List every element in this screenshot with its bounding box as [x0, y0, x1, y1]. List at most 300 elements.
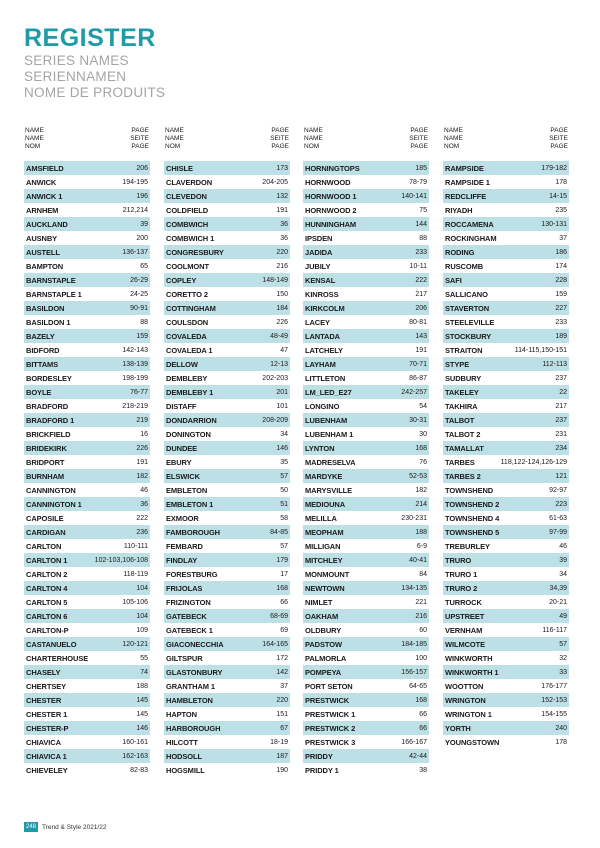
page-ref: 174	[555, 262, 567, 270]
index-row	[303, 525, 429, 539]
index-row	[164, 343, 290, 357]
series-name: CORETTO 2	[166, 289, 208, 299]
page-ref: 55	[140, 654, 148, 662]
page-ref: 138-139	[122, 360, 148, 368]
series-name: GLASTONBURY	[166, 667, 223, 677]
page-ref: 42-44	[409, 752, 427, 760]
series-name: HORNWOOD 1	[305, 191, 357, 201]
series-name: STRAITON	[445, 345, 483, 355]
page-ref: 242-257	[401, 388, 427, 396]
index-row	[24, 623, 150, 637]
index-row	[24, 231, 150, 245]
series-name: CARLTON	[26, 541, 62, 551]
series-name: HUNNINGHAM	[305, 219, 357, 229]
series-name: BRIDEKIRK	[26, 443, 67, 453]
index-row	[164, 189, 290, 203]
index-row	[443, 441, 569, 455]
page-ref: 156-157	[401, 668, 427, 676]
index-row	[303, 539, 429, 553]
page-ref: 190	[276, 766, 288, 774]
page-ref: 217	[555, 402, 567, 410]
index-row	[164, 609, 290, 623]
series-name: PRIDDY 1	[305, 765, 339, 775]
page-ref: 67	[280, 724, 288, 732]
index-row	[443, 483, 569, 497]
page-ref: 32	[559, 654, 567, 662]
index-row	[443, 707, 569, 721]
index-row	[24, 427, 150, 441]
series-name: CARLTON 2	[26, 569, 68, 579]
page-ref: 159	[555, 290, 567, 298]
series-name: COMBWICH 1	[166, 233, 215, 243]
index-row	[443, 287, 569, 301]
page-ref: 151	[276, 710, 288, 718]
series-name: HORNINGTOPS	[305, 163, 360, 173]
series-name: WILMCOTE	[445, 639, 486, 649]
index-column-2	[164, 127, 290, 777]
index-row	[24, 469, 150, 483]
index-row	[24, 329, 150, 343]
page-ref: 191	[136, 458, 148, 466]
header-page-en: PAGE	[410, 127, 428, 134]
index-row	[164, 287, 290, 301]
page-ref: 143	[415, 332, 427, 340]
publication-name: Trend & Style 2021/22	[42, 823, 107, 831]
series-name: TARBES	[445, 457, 475, 467]
index-row	[303, 511, 429, 525]
series-name: CAPOSILE	[26, 513, 64, 523]
series-name: BRADFORD 1	[26, 415, 75, 425]
page-ref: 226	[276, 318, 288, 326]
index-row	[24, 637, 150, 651]
series-name: COVALEDA 1	[166, 345, 213, 355]
index-row	[164, 175, 290, 189]
series-name: MADRESELVA	[305, 457, 356, 467]
page-ref: 46	[559, 542, 567, 550]
page-ref: 220	[276, 248, 288, 256]
index-row	[24, 455, 150, 469]
series-name: TOWNSHEND 2	[445, 499, 500, 509]
page-ref: 16	[140, 430, 148, 438]
series-name: CHIAVICA	[26, 737, 61, 747]
index-row	[164, 721, 290, 735]
header-page-de: SEITE	[270, 135, 289, 142]
page-ref: 237	[555, 416, 567, 424]
index-row	[303, 623, 429, 637]
index-row	[303, 315, 429, 329]
series-name: KIRKCOLM	[305, 303, 345, 313]
page-ref: 34,39	[549, 584, 567, 592]
index-row	[24, 707, 150, 721]
series-name: MEOPHAM	[305, 527, 344, 537]
index-row	[303, 707, 429, 721]
series-name: MEDIOUNA	[305, 499, 346, 509]
page-ref: 34	[559, 570, 567, 578]
series-name: BORDESLEY	[26, 373, 72, 383]
index-row	[303, 455, 429, 469]
index-row	[303, 483, 429, 497]
series-name: ANWICK 1	[26, 191, 63, 201]
index-row	[303, 609, 429, 623]
page-ref: 222	[136, 514, 148, 522]
index-row	[303, 161, 429, 175]
index-row	[443, 735, 569, 749]
index-row	[303, 497, 429, 511]
page-ref: 154-155	[541, 710, 567, 718]
series-name: GATEBECK	[166, 611, 207, 621]
series-name: TRURO	[445, 555, 472, 565]
series-name: RAMPSIDE 1	[445, 177, 490, 187]
series-name: RAMPSIDE	[445, 163, 484, 173]
index-row	[443, 203, 569, 217]
series-name: CHESTER-P	[26, 723, 69, 733]
index-row	[164, 357, 290, 371]
page-ref: 136-137	[122, 248, 148, 256]
index-row	[443, 567, 569, 581]
page-ref: 78-79	[409, 178, 427, 186]
header-page-de: SEITE	[130, 135, 149, 142]
header-page-fr: PAGE	[131, 143, 149, 150]
index-row	[24, 721, 150, 735]
series-name: GIACONECCHIA	[166, 639, 224, 649]
series-name: CHIEVELEY	[26, 765, 68, 775]
index-row	[164, 427, 290, 441]
series-name: CASTANUELO	[26, 639, 77, 649]
page-ref: 14-15	[549, 192, 567, 200]
column-header	[164, 127, 290, 159]
index-row	[24, 581, 150, 595]
index-row	[303, 287, 429, 301]
index-row	[303, 581, 429, 595]
index-row	[164, 483, 290, 497]
index-row	[24, 259, 150, 273]
page-ref: 204-205	[262, 178, 288, 186]
series-name: ROCCAMENA	[445, 219, 494, 229]
page-ref: 118-119	[123, 570, 148, 578]
series-name: EMBLETON 1	[166, 499, 214, 509]
index-row	[443, 581, 569, 595]
page-ref: 196	[136, 192, 148, 200]
index-row	[303, 693, 429, 707]
index-row	[164, 273, 290, 287]
page-ref: 159	[136, 332, 148, 340]
header-name-de: NAME	[25, 135, 44, 142]
index-row	[24, 511, 150, 525]
index-row	[24, 665, 150, 679]
series-name: TARBES 2	[445, 471, 481, 481]
index-row	[303, 231, 429, 245]
page-ref: 24-25	[130, 290, 148, 298]
series-name: MARYSVILLE	[305, 485, 353, 495]
series-name: RODING	[445, 247, 475, 257]
series-name: LUBENHAM 1	[305, 429, 354, 439]
subtitle-en: SERIES NAMES	[24, 53, 129, 68]
page-ref: 201	[276, 388, 288, 396]
index-row	[303, 259, 429, 273]
series-name: FRIZINGTON	[166, 597, 211, 607]
series-name: TAKHIRA	[445, 401, 478, 411]
page-ref: 38	[419, 766, 427, 774]
page-ref: 50	[280, 486, 288, 494]
index-row	[24, 651, 150, 665]
index-row	[443, 189, 569, 203]
header-name-en: NAME	[444, 127, 463, 134]
index-rows	[443, 161, 569, 749]
index-row	[303, 301, 429, 315]
page-ref: 146	[136, 724, 148, 732]
index-row	[24, 539, 150, 553]
index-row	[443, 679, 569, 693]
page-ref: 216	[276, 262, 288, 270]
index-row	[164, 567, 290, 581]
page-ref: 66	[280, 598, 288, 606]
page-ref: 47	[280, 346, 288, 354]
series-name: WOOTTON	[445, 681, 484, 691]
index-row	[164, 259, 290, 273]
series-name: BURNHAM	[26, 471, 65, 481]
index-row	[443, 595, 569, 609]
series-name: NIMLET	[305, 597, 333, 607]
page-ref: 104	[136, 612, 148, 620]
index-row	[164, 399, 290, 413]
series-name: CHESTER 1	[26, 709, 68, 719]
index-row	[164, 245, 290, 259]
index-row	[164, 595, 290, 609]
page-ref: 69	[280, 626, 288, 634]
series-name: WINKWORTH	[445, 653, 493, 663]
series-name: BARNSTAPLE 1	[26, 289, 82, 299]
page-ref: 12-13	[270, 360, 288, 368]
page-ref: 240	[555, 724, 567, 732]
index-row	[164, 231, 290, 245]
index-row	[164, 371, 290, 385]
index-row	[443, 231, 569, 245]
index-row	[303, 273, 429, 287]
page-ref: 198-199	[122, 374, 148, 382]
page-ref: 40-41	[409, 556, 427, 564]
series-name: BITTAMS	[26, 359, 59, 369]
index-row	[164, 525, 290, 539]
index-row	[443, 301, 569, 315]
index-row	[24, 315, 150, 329]
index-row	[443, 539, 569, 553]
index-column-1	[24, 127, 150, 777]
page-ref: 233	[415, 248, 427, 256]
index-row	[303, 749, 429, 763]
index-row	[24, 413, 150, 427]
series-name: ANWICK	[26, 177, 57, 187]
page-ref: 233	[555, 318, 567, 326]
series-name: JUBILY	[305, 261, 331, 271]
page-ref: 110-111	[123, 542, 148, 550]
page-ref: 109	[136, 626, 148, 634]
series-name: CARLTON 5	[26, 597, 68, 607]
series-name: MONMOUNT	[305, 569, 350, 579]
index-row	[24, 693, 150, 707]
index-row	[303, 427, 429, 441]
series-name: ROCKINGHAM	[445, 233, 497, 243]
page-ref: 168	[415, 444, 427, 452]
series-name: DISTAFF	[166, 401, 197, 411]
series-name: PRESTWICK 3	[305, 737, 356, 747]
index-rows	[24, 161, 150, 777]
page-ref: 200	[136, 234, 148, 242]
page-ref: 64-65	[409, 682, 427, 690]
series-name: HOGSMILL	[166, 765, 205, 775]
header-name-de: NAME	[304, 135, 323, 142]
series-name: CARDIGAN	[26, 527, 66, 537]
page-ref: 36	[280, 220, 288, 228]
series-name: OLDBURY	[305, 625, 342, 635]
header-page-de: SEITE	[549, 135, 568, 142]
series-name: SUDBURY	[445, 373, 482, 383]
series-name: LITTLETON	[305, 373, 346, 383]
index-row	[164, 511, 290, 525]
page-ref: 162-163	[122, 752, 148, 760]
page-ref: 76	[419, 458, 427, 466]
series-name: WINKWORTH 1	[445, 667, 499, 677]
series-name: FINDLAY	[166, 555, 198, 565]
index-row	[303, 385, 429, 399]
page-ref: 120-121	[122, 640, 148, 648]
index-row	[443, 469, 569, 483]
series-name: CANNINGTON	[26, 485, 76, 495]
series-name: TREBURLEY	[445, 541, 490, 551]
page-ref: 18-19	[270, 738, 288, 746]
index-row	[164, 497, 290, 511]
page-ref: 178	[555, 178, 567, 186]
index-row	[164, 707, 290, 721]
series-name: DEMBLEBY 1	[166, 387, 214, 397]
series-name: CHIAVICA 1	[26, 751, 67, 761]
index-row	[24, 483, 150, 497]
header-page-en: PAGE	[550, 127, 568, 134]
index-row	[443, 525, 569, 539]
page-ref: 218-219	[122, 402, 148, 410]
series-name: KINROSS	[305, 289, 339, 299]
index-row	[164, 385, 290, 399]
series-name: TOWNSHEND	[445, 485, 494, 495]
page-ref: 212,214	[122, 206, 148, 214]
series-name: BOYLE	[26, 387, 52, 397]
header-name-de: NAME	[165, 135, 184, 142]
page-ref: 144	[415, 220, 427, 228]
page-ref: 36	[140, 500, 148, 508]
page-ref: 39	[140, 220, 148, 228]
page-ref: 220	[276, 696, 288, 704]
index-row	[164, 581, 290, 595]
series-name: WRINGTON	[445, 695, 486, 705]
page-ref: 74	[140, 668, 148, 676]
page-ref: 179	[276, 556, 288, 564]
series-name: TALBOT 2	[445, 429, 481, 439]
series-name: BRADFORD	[26, 401, 69, 411]
series-name: CARLTON 4	[26, 583, 68, 593]
series-name: HORNWOOD 2	[305, 205, 357, 215]
page-ref: 166-167	[401, 738, 427, 746]
series-name: BASILDON 1	[26, 317, 71, 327]
page-ref: 52-53	[409, 472, 427, 480]
page-ref: 100	[415, 654, 427, 662]
page-ref: 234	[555, 444, 567, 452]
page-ref: 178	[555, 738, 567, 746]
series-name: AUCKLAND	[26, 219, 68, 229]
series-name: MITCHLEY	[305, 555, 343, 565]
page-ref: 206	[415, 304, 427, 312]
page-ref: 36	[280, 234, 288, 242]
page-ref: 221	[415, 598, 427, 606]
page-ref: 217	[415, 290, 427, 298]
page-ref: 26-29	[130, 276, 148, 284]
index-row	[24, 553, 150, 567]
index-row	[443, 693, 569, 707]
index-row	[303, 665, 429, 679]
index-row	[24, 385, 150, 399]
page-ref: 61-63	[549, 514, 567, 522]
page-ref: 97-99	[549, 528, 567, 536]
series-name: LANTADA	[305, 331, 340, 341]
index-row	[164, 637, 290, 651]
series-name: BAZELY	[26, 331, 55, 341]
index-row	[303, 371, 429, 385]
header-name-fr: NOM	[165, 143, 181, 150]
page-ref: 194-195	[122, 178, 148, 186]
page-ref: 160-161	[122, 738, 148, 746]
index-row	[24, 217, 150, 231]
index-rows	[303, 161, 429, 777]
page-ref: 66	[419, 710, 427, 718]
index-row	[24, 497, 150, 511]
series-name: COTTINGHAM	[166, 303, 216, 313]
column-header	[443, 127, 569, 159]
page-ref: 105-106	[122, 598, 148, 606]
index-row	[303, 595, 429, 609]
index-row	[164, 763, 290, 777]
index-row	[443, 637, 569, 651]
page-ref: 227	[555, 304, 567, 312]
series-name: DONDARRION	[166, 415, 217, 425]
series-name: AUSNBY	[26, 233, 58, 243]
index-row	[24, 357, 150, 371]
page-ref: 222	[415, 276, 427, 284]
index-row	[303, 217, 429, 231]
page-ref: 84	[419, 570, 427, 578]
series-name: DEMBLEBY	[166, 373, 208, 383]
page-ref: 132	[276, 192, 288, 200]
page-ref: 90-91	[130, 304, 148, 312]
series-name: MARDYKE	[305, 471, 343, 481]
page-ref: 202-203	[262, 374, 288, 382]
series-name: STEELEVILLE	[445, 317, 495, 327]
page-ref: 80-81	[409, 318, 427, 326]
series-name: KENSAL	[305, 275, 336, 285]
index-row	[303, 189, 429, 203]
page-ref: 104	[136, 584, 148, 592]
series-name: EBURY	[166, 457, 192, 467]
series-name: LACEY	[305, 317, 330, 327]
series-name: FORESTBURG	[166, 569, 218, 579]
page-ref: 30	[419, 430, 427, 438]
page-ref: 6-9	[416, 542, 427, 550]
index-row	[303, 413, 429, 427]
page-ref: 102-103,106-108	[94, 556, 148, 564]
index-row	[164, 161, 290, 175]
index-row	[303, 357, 429, 371]
series-name: TAKELEY	[445, 387, 479, 397]
series-name: BIDFORD	[26, 345, 60, 355]
index-row	[443, 217, 569, 231]
index-row	[303, 343, 429, 357]
